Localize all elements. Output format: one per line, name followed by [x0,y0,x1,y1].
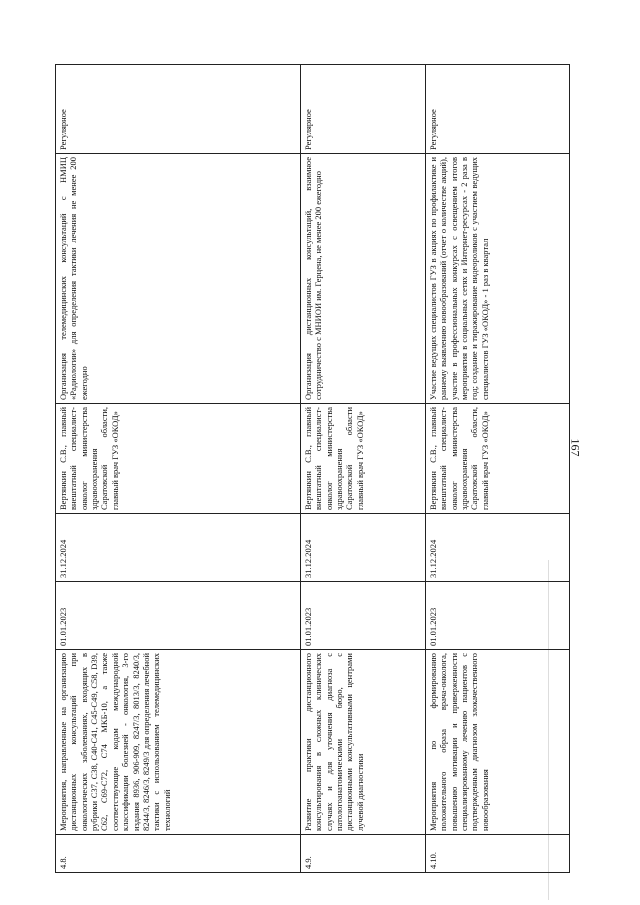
table-row [426,65,570,873]
row-number: 4.8. [56,835,301,873]
responsible-person: Вертянкин С.В., главный внештатный специалист-онколог министерства здравоохранения Саратовской области, главный врач ГУЗ «ОКОД» [56,404,301,514]
expected-result: Участие ведущих специалистов ГУЗ в акциях по профилактике и раннему выявлению новообразований (отчет о количестве акций), участие в профессиональных конкурсах с освещением итогов мероприятия в социальных сетях и Интернет-ресурсах - 2 раза в год; создание и тиражирование видеороликов с участием ведущих специалистов ГУЗ «ОКОД» - 1 раз в квартал [426,154,570,404]
end-date: 31.12.2024 [426,514,570,582]
table-row [301,65,426,873]
periodicity: Регулярное [56,65,301,154]
activities-table [55,64,570,873]
periodicity: Регулярное [301,65,426,154]
page-number: 167 [568,438,583,457]
event-description: Мероприятия, направленные на организацию дистанционных консультаций при онкологических заболеваниях, входящих в рубрики С37, С38, С40-С41, С45-С49, С58, D39, С62, С69-С72, С74 МКБ-10, а также соответствующие кодам международной классификации болезней - онкология, 3-го издания 8936, 906-909, 8247/3, 8013/3, 8240/3, 8244/3, 8246/3, 8249/3 для определения лечебной тактики с использованием телемедицинских технологий [56,650,301,835]
event-description: Мероприятия по формированию положительного образа врача-онколога, повышению мотивации и приверженности специализированному лечению пациентов с подтвержденным диагнозом злокачественного новообразования [426,650,570,835]
periodicity: Регулярное [426,65,570,154]
event-description: Развитие практики дистанционного консультирования в сложных клинических случаях и для уточнения диагноза с патологоанатомическими бюро, с дистанционными консультативными центрами лучевой диагностики [301,650,426,835]
responsible-person: Вертянкин С.В., главный внештатный специалист-онколог министерства здравоохранения Саратовской области, главный врач ГУЗ «ОКОД» [426,404,570,514]
responsible-person: Вертянкин С.В., главный внештатный специалист-онколог министерства здравоохранения Саратовской области главный врач ГУЗ «ОКОД» [301,404,426,514]
table-row [56,65,301,873]
end-date: 31.12.2024 [56,514,301,582]
start-date: 01.01.2023 [301,582,426,650]
row-number: 4.9. [301,835,426,873]
row-number: 4.10. [426,835,570,873]
end-date: 31.12.2024 [301,514,426,582]
expected-result: Организация телемедицинских консультаций с НМИЦ «Радиологии» для определения тактики лечения не менее 200 ежегодно [56,154,301,404]
start-date: 01.01.2023 [426,582,570,650]
rotated-table-wrapper [55,65,570,873]
table-landscape [55,65,570,873]
start-date: 01.01.2023 [56,582,301,650]
expected-result: Организация дистанционных консультаций, взаимное сотрудничество с МНИОИ им. Герцена, не менее 200 ежегодно [301,154,426,404]
